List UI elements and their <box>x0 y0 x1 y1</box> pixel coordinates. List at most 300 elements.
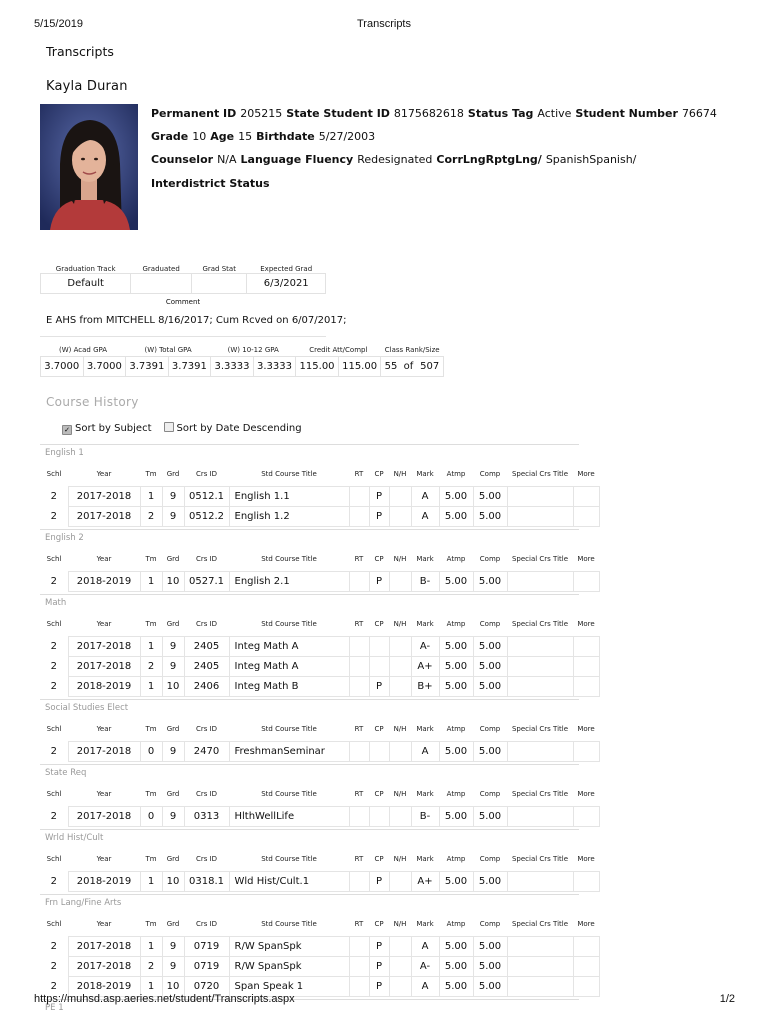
table-cell: 5.00 <box>473 637 507 657</box>
age: 15 <box>238 130 253 143</box>
table-cell: B- <box>411 807 439 827</box>
table-cell: 2405 <box>184 657 229 677</box>
column-header: More <box>577 470 595 478</box>
table-cell: 9 <box>162 937 184 957</box>
permanent-id-label: Permanent ID <box>151 107 237 120</box>
credit-compl: 115.00 <box>338 357 381 377</box>
table-cell <box>573 807 599 827</box>
sort-by-subject-checkbox[interactable] <box>62 423 152 434</box>
table-cell <box>573 937 599 957</box>
column-header: Special Crs Title <box>511 790 569 798</box>
column-header: RT <box>354 855 364 863</box>
column-header: Special Crs Title <box>511 920 569 928</box>
table-cell: 10 <box>162 572 184 592</box>
table-cell: B- <box>411 572 439 592</box>
column-header: Special Crs Title <box>511 555 569 563</box>
gpa-header: Credit Att/Compl <box>309 345 368 354</box>
table-cell: 5.00 <box>439 977 473 997</box>
subject-heading: Social Studies Elect <box>45 703 129 713</box>
table-cell: 2 <box>50 876 57 887</box>
class-rank: 55 <box>381 357 401 377</box>
table-cell: 5.00 <box>439 677 473 697</box>
subject-heading: English 1 <box>45 448 84 458</box>
column-header: Schl <box>46 920 62 929</box>
column-header: Comp <box>479 855 501 863</box>
table-cell: 2017-2018 <box>68 742 140 762</box>
table-cell: 10 <box>162 977 184 997</box>
column-header: Schl <box>46 555 62 564</box>
column-header: RT <box>354 555 364 563</box>
table-cell: 0318.1 <box>184 872 229 892</box>
column-header: Std Course Title <box>261 470 317 478</box>
table-cell: 5.00 <box>439 937 473 957</box>
table-cell <box>369 742 389 762</box>
credit-att: 115.00 <box>296 357 339 377</box>
gpa-value: 3.7000 <box>83 357 126 377</box>
student-info-row-2 <box>151 130 379 143</box>
column-header: Atmp <box>446 555 466 563</box>
table-cell: A <box>411 937 439 957</box>
column-header: RT <box>354 790 364 798</box>
table-cell <box>389 677 411 697</box>
column-header: Year <box>96 920 112 928</box>
table-cell: 5.00 <box>473 657 507 677</box>
table-cell <box>507 572 573 592</box>
table-cell: A+ <box>411 872 439 892</box>
column-header: Atmp <box>446 620 466 628</box>
table-cell: 0720 <box>184 977 229 997</box>
table-cell <box>349 572 369 592</box>
table-cell: 2 <box>140 507 162 527</box>
language-fluency-label: Language Fluency <box>240 153 354 166</box>
table-cell: 2470 <box>184 742 229 762</box>
birthdate: 5/27/2003 <box>318 130 376 143</box>
table-cell: HlthWellLife <box>229 807 349 827</box>
table-cell <box>573 742 599 762</box>
table-cell <box>573 487 599 507</box>
column-header: More <box>577 790 595 798</box>
table-cell: 2 <box>140 957 162 977</box>
column-header: Grd <box>166 620 180 628</box>
table-cell: 2017-2018 <box>68 487 140 507</box>
column-header: Tm <box>145 920 157 928</box>
table-row <box>40 937 599 957</box>
expected-grad: 6/3/2021 <box>247 274 326 294</box>
birthdate-label: Birthdate <box>256 130 315 143</box>
permanent-id: 205215 <box>240 107 283 120</box>
table-row <box>40 957 599 977</box>
language-fluency: Redesignated <box>357 153 433 166</box>
table-cell <box>389 957 411 977</box>
column-header: N/H <box>393 555 407 563</box>
table-cell: 5.00 <box>439 957 473 977</box>
table-row <box>40 657 599 677</box>
table-cell: 5.00 <box>439 872 473 892</box>
table-cell <box>507 637 573 657</box>
table-cell <box>507 807 573 827</box>
course-table-header <box>40 912 599 937</box>
course-table <box>40 612 600 697</box>
table-cell: 9 <box>162 487 184 507</box>
print-url: https://muhsd.asp.aeries.net/student/Transcripts.aspx <box>34 993 295 1005</box>
column-header: Grd <box>166 555 180 563</box>
course-history-title: Course History <box>46 395 139 409</box>
table-cell: 0719 <box>184 937 229 957</box>
table-cell: 5.00 <box>439 572 473 592</box>
gpa-table <box>40 343 444 377</box>
grad-stat <box>191 274 246 294</box>
table-cell <box>349 507 369 527</box>
course-table <box>40 782 600 827</box>
table-cell: 5.00 <box>473 572 507 592</box>
column-header: Std Course Title <box>261 920 317 928</box>
table-cell <box>389 572 411 592</box>
table-cell <box>349 957 369 977</box>
graduated <box>131 274 192 294</box>
gpa-value: 3.3333 <box>211 357 254 377</box>
table-cell <box>389 977 411 997</box>
column-header: More <box>577 855 595 863</box>
column-header: Atmp <box>446 470 466 478</box>
table-cell <box>389 742 411 762</box>
column-header: Std Course Title <box>261 725 317 733</box>
column-header: Tm <box>145 790 157 798</box>
column-header: Crs ID <box>195 555 218 563</box>
column-header: Year <box>96 620 112 628</box>
table-cell: 9 <box>162 657 184 677</box>
table-cell: P <box>369 977 389 997</box>
column-header: CP <box>374 855 384 863</box>
table-cell: A <box>411 742 439 762</box>
table-cell: 2017-2018 <box>68 807 140 827</box>
table-cell: P <box>369 487 389 507</box>
column-header: Comp <box>479 920 501 928</box>
table-cell: 1 <box>140 487 162 507</box>
column-header: Crs ID <box>195 920 218 928</box>
column-header: Crs ID <box>195 620 218 628</box>
checkbox-checked-icon[interactable]: ✓ <box>62 425 72 435</box>
course-table <box>40 717 600 762</box>
table-cell <box>507 937 573 957</box>
table-row <box>40 807 599 827</box>
column-header: Std Course Title <box>261 790 317 798</box>
column-header: Crs ID <box>195 470 218 478</box>
grade-label: Grade <box>151 130 189 143</box>
class-rank-of: of <box>401 357 417 377</box>
subject-heading: Wrld Hist/Cult <box>45 833 104 843</box>
table-cell: Span Speak 1 <box>229 977 349 997</box>
gpa-header: (W) 10-12 GPA <box>227 345 279 354</box>
table-cell: A- <box>411 637 439 657</box>
column-header: Mark <box>416 855 434 863</box>
column-header: Year <box>96 855 112 863</box>
column-header: Tm <box>145 555 157 563</box>
table-cell: 2017-2018 <box>68 657 140 677</box>
column-header: Atmp <box>446 790 466 798</box>
column-header: N/H <box>393 790 407 798</box>
column-header: Comp <box>479 555 501 563</box>
table-cell <box>389 507 411 527</box>
divider <box>40 336 326 337</box>
corr-lang: SpanishSpanish/ <box>545 153 637 166</box>
column-header: Comp <box>479 725 501 733</box>
gpa-header: (W) Acad GPA <box>59 345 108 354</box>
table-cell: 2 <box>50 576 57 587</box>
table-cell: 5.00 <box>439 507 473 527</box>
table-cell: A <box>411 507 439 527</box>
table-row <box>40 677 599 697</box>
table-cell: 2 <box>140 657 162 677</box>
table-row <box>40 572 599 592</box>
table-cell <box>573 507 599 527</box>
graduation-header: Graduated <box>142 265 180 273</box>
print-page-number: 1/2 <box>719 993 735 1005</box>
course-table <box>40 847 600 892</box>
column-header: Tm <box>145 470 157 478</box>
graduation-track: Default <box>41 274 131 294</box>
table-cell: 5.00 <box>473 977 507 997</box>
table-cell <box>389 872 411 892</box>
column-header: Year <box>96 555 112 563</box>
table-cell: 1 <box>140 677 162 697</box>
table-cell <box>349 487 369 507</box>
gpa-value: 3.7000 <box>41 357 84 377</box>
table-cell: 5.00 <box>473 677 507 697</box>
table-cell: 0719 <box>184 957 229 977</box>
column-header: Std Course Title <box>261 555 317 563</box>
column-header: Schl <box>46 725 62 734</box>
subject-heading: Frn Lang/Fine Arts <box>45 898 122 908</box>
table-cell: 5.00 <box>473 872 507 892</box>
column-header: Special Crs Title <box>511 725 569 733</box>
course-table-header <box>40 717 599 742</box>
column-header: CP <box>374 920 384 928</box>
column-header: CP <box>374 470 384 478</box>
table-cell: B+ <box>411 677 439 697</box>
table-cell: 9 <box>162 807 184 827</box>
table-cell: English 1.1 <box>229 487 349 507</box>
table-cell: Integ Math A <box>229 637 349 657</box>
table-cell: 2 <box>50 961 57 972</box>
student-info-row-4 <box>151 177 270 190</box>
course-table-header <box>40 782 599 807</box>
table-cell: A <box>411 487 439 507</box>
gpa-header: (W) Total GPA <box>144 345 192 354</box>
table-cell: 5.00 <box>473 507 507 527</box>
table-cell <box>573 957 599 977</box>
table-cell: 5.00 <box>439 657 473 677</box>
table-cell: P <box>369 677 389 697</box>
table-cell: 5.00 <box>439 487 473 507</box>
table-cell: 9 <box>162 637 184 657</box>
table-cell: 2018-2019 <box>68 977 140 997</box>
column-header: Mark <box>416 790 434 798</box>
column-header: Schl <box>46 855 62 864</box>
table-cell <box>507 977 573 997</box>
table-cell: 0527.1 <box>184 572 229 592</box>
student-info-row-3 <box>151 153 640 166</box>
table-cell: 5.00 <box>473 742 507 762</box>
table-cell: English 1.2 <box>229 507 349 527</box>
table-cell: 9 <box>162 957 184 977</box>
table-cell: R/W SpanSpk <box>229 937 349 957</box>
table-cell: 5.00 <box>473 957 507 977</box>
column-header: Special Crs Title <box>511 855 569 863</box>
column-header: CP <box>374 725 384 733</box>
table-cell <box>507 872 573 892</box>
table-cell: 1 <box>140 637 162 657</box>
column-header: Comp <box>479 620 501 628</box>
gpa-header: Class Rank/Size <box>384 345 440 354</box>
column-header: Mark <box>416 920 434 928</box>
table-cell <box>573 572 599 592</box>
gpa-value: 3.7391 <box>168 357 211 377</box>
column-header: RT <box>354 470 364 478</box>
table-cell: 2 <box>50 746 57 757</box>
print-title: Transcripts <box>357 18 411 30</box>
table-cell <box>349 977 369 997</box>
column-header: CP <box>374 620 384 628</box>
table-cell: R/W SpanSpk <box>229 957 349 977</box>
column-header: CP <box>374 555 384 563</box>
table-cell: 2 <box>50 981 57 992</box>
column-header: Mark <box>416 620 434 628</box>
table-cell <box>389 637 411 657</box>
course-history <box>40 444 595 1017</box>
table-cell: 2017-2018 <box>68 507 140 527</box>
sort-by-subject-label: Sort by Subject <box>75 423 152 434</box>
subject-heading: Math <box>45 598 67 608</box>
column-header: Special Crs Title <box>511 470 569 478</box>
course-table-header <box>40 847 599 872</box>
table-cell: 2 <box>50 811 57 822</box>
column-header: Crs ID <box>195 855 218 863</box>
column-header: RT <box>354 725 364 733</box>
table-cell <box>349 637 369 657</box>
column-header: Atmp <box>446 725 466 733</box>
column-header: More <box>577 620 595 628</box>
status-tag: Active <box>537 107 572 120</box>
column-header: Mark <box>416 725 434 733</box>
course-table-header <box>40 462 599 487</box>
column-header: Comp <box>479 470 501 478</box>
graduation-header: Graduation Track <box>55 265 116 273</box>
table-cell <box>507 657 573 677</box>
table-cell <box>389 937 411 957</box>
table-cell: 1 <box>140 937 162 957</box>
subject-heading: English 2 <box>45 533 84 543</box>
subject-heading: State Req <box>45 768 87 778</box>
column-header: Grd <box>166 470 180 478</box>
corr-lang-label: CorrLngRptgLng/ <box>436 153 542 166</box>
table-cell: 2 <box>50 661 57 672</box>
table-cell: P <box>369 937 389 957</box>
column-header: Std Course Title <box>261 855 317 863</box>
course-table-header <box>40 547 599 572</box>
table-cell: 0 <box>140 807 162 827</box>
course-table <box>40 462 600 527</box>
table-cell: 5.00 <box>473 937 507 957</box>
student-number-label: Student Number <box>575 107 678 120</box>
grade: 10 <box>192 130 207 143</box>
table-cell: 2 <box>50 511 57 522</box>
course-table <box>40 912 600 997</box>
table-cell <box>507 507 573 527</box>
table-cell: 5.00 <box>439 637 473 657</box>
gpa-value: 3.7391 <box>126 357 169 377</box>
table-cell: 2018-2019 <box>68 872 140 892</box>
column-header: CP <box>374 790 384 798</box>
comment-label: Comment <box>165 298 201 306</box>
column-header: N/H <box>393 470 407 478</box>
table-cell <box>573 872 599 892</box>
column-header: Grd <box>166 920 180 928</box>
table-cell: 2018-2019 <box>68 677 140 697</box>
sort-options <box>62 422 302 435</box>
sort-by-date-checkbox[interactable] <box>164 423 302 434</box>
table-cell: 0313 <box>184 807 229 827</box>
table-cell: 5.00 <box>473 807 507 827</box>
table-cell <box>389 487 411 507</box>
table-cell: English 2.1 <box>229 572 349 592</box>
table-cell <box>369 807 389 827</box>
table-cell: 5.00 <box>473 487 507 507</box>
table-cell <box>389 657 411 677</box>
student-photo <box>40 104 138 230</box>
table-cell <box>349 657 369 677</box>
table-cell <box>507 742 573 762</box>
table-cell: 1 <box>140 977 162 997</box>
column-header: Crs ID <box>195 790 218 798</box>
table-cell <box>573 657 599 677</box>
column-header: Mark <box>416 470 434 478</box>
column-header: Atmp <box>446 920 466 928</box>
state-id-label: State Student ID <box>286 107 390 120</box>
column-header: Atmp <box>446 855 466 863</box>
table-cell: 1 <box>140 572 162 592</box>
table-cell: 0512.2 <box>184 507 229 527</box>
table-cell <box>349 937 369 957</box>
table-cell: 2018-2019 <box>68 572 140 592</box>
column-header: Tm <box>145 855 157 863</box>
student-info-row-1 <box>151 107 721 120</box>
column-header: N/H <box>393 725 407 733</box>
table-cell <box>507 957 573 977</box>
table-cell: 5.00 <box>439 807 473 827</box>
checkbox-unchecked-icon[interactable] <box>164 422 174 432</box>
table-cell: 2405 <box>184 637 229 657</box>
age-label: Age <box>210 130 235 143</box>
table-cell: 0512.1 <box>184 487 229 507</box>
column-header: Grd <box>166 855 180 863</box>
table-cell: Wld Hist/Cult.1 <box>229 872 349 892</box>
table-cell: 10 <box>162 677 184 697</box>
table-row <box>40 742 599 762</box>
state-id: 8175682618 <box>393 107 464 120</box>
comment-text: E AHS from MITCHELL 8/16/2017; Cum Rcved on 6/07/2017; <box>46 315 347 326</box>
status-tag-label: Status Tag <box>467 107 534 120</box>
gpa-value: 3.3333 <box>253 357 296 377</box>
table-row <box>40 507 599 527</box>
table-cell: 2 <box>50 941 57 952</box>
column-header: Year <box>96 725 112 733</box>
table-cell: P <box>369 957 389 977</box>
course-table-header <box>40 612 599 637</box>
column-header: Schl <box>46 790 62 799</box>
table-cell: Integ Math A <box>229 657 349 677</box>
course-table <box>40 547 600 592</box>
column-header: Special Crs Title <box>511 620 569 628</box>
